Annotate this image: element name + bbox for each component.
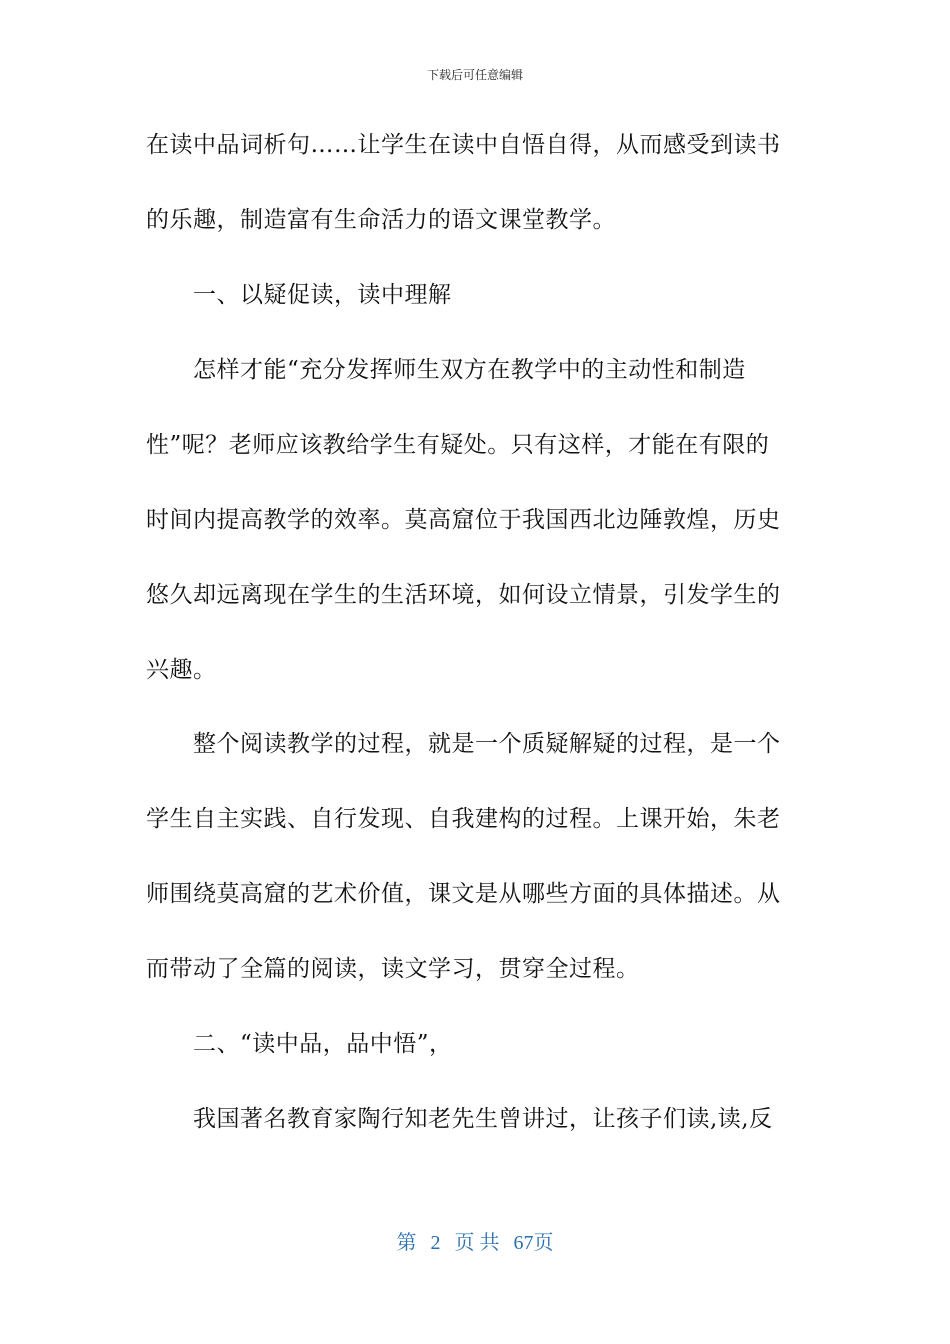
page-footer <box>0 1226 950 1255</box>
body-line: 师围绕莫高窟的艺术价值，课文是从哪些方面的具体描述。从 <box>146 881 781 907</box>
footer-middle: 页 共 <box>454 1232 500 1254</box>
body-line: 怎样才能“充分发挥师生双方在教学中的主动性和制造 <box>193 357 746 383</box>
page-header: 下载后可任意编辑 <box>426 68 523 82</box>
footer-prefix: 第 <box>396 1232 417 1254</box>
body-line: 而带动了全篇的阅读，读文学习，贯穿全过程。 <box>146 956 640 982</box>
body-line: 整个阅读教学的过程，就是一个质疑解疑的过程，是一个 <box>193 731 781 757</box>
section-heading: 一、以疑促读，读中理解 <box>193 282 452 308</box>
body-line: 时间内提高教学的效率。莫高窟位于我国西北边陲敦煌，历史 <box>146 507 781 533</box>
body-line: 在读中品词析句……让学生在读中自悟自得，从而感受到读书 <box>146 132 781 158</box>
body-line: 学生自主实践、自行发现、自我建构的过程。上课开始，朱老 <box>146 806 781 832</box>
body-line: 悠久却远离现在学生的生活环境，如何设立情景，引发学生的 <box>146 582 781 608</box>
body-line: 的乐趣，制造富有生命活力的语文课堂教学。 <box>146 207 616 233</box>
body-line: 性”呢？老师应该教给学生有疑处。只有这样，才能在有限的 <box>146 432 770 458</box>
body-line: 兴趣。 <box>146 657 217 683</box>
footer-page-number: 2 <box>430 1232 441 1254</box>
body-line: 我国著名教育家陶行知老先生曾讲过，让孩子们读,读,反 <box>193 1106 773 1132</box>
footer-suffix: 页 <box>533 1232 554 1254</box>
section-heading: 二、“读中品，品中悟”， <box>193 1031 453 1057</box>
footer-total-pages: 67 <box>513 1232 534 1254</box>
